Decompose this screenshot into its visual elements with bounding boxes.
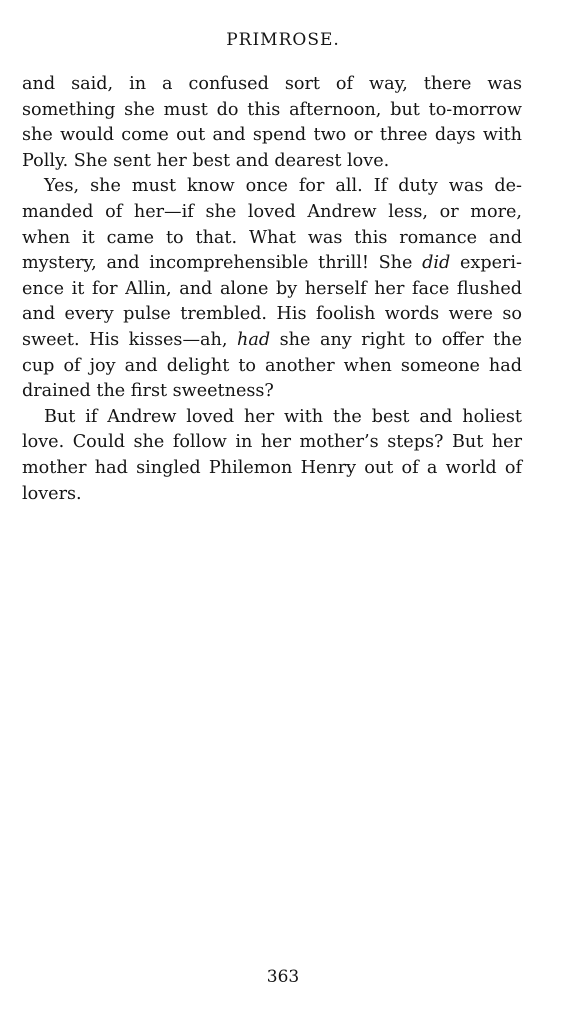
running-head: PRIMROSE. bbox=[226, 30, 340, 50]
paragraph-2-text-b: experi-ence it for Allin, and alone by herself her face flushed and every pulse trembled. His foolish words were so sweet. His kisses—ah, bbox=[22, 253, 522, 350]
emphasis-did: did bbox=[422, 253, 451, 274]
paragraph-1-text: and said, in a confused sort of way, there was something she must do this afternoon, but to-morrow she would come out and spend two or three days with Polly. She sent her best and dearest love. bbox=[22, 74, 522, 171]
body-text bbox=[22, 72, 522, 507]
paragraph-1 bbox=[22, 72, 522, 174]
paragraph-2-text-a: Yes, she must know once for all. If duty was de-manded of her—if she loved Andrew less, or more, when it came to that. What was this romance and mystery, and incomprehensible thrill! She bbox=[22, 176, 522, 274]
emphasis-had: had bbox=[237, 329, 271, 350]
paragraph-3 bbox=[22, 405, 522, 507]
page-number: 363 bbox=[266, 967, 300, 987]
paragraph-3-text: But if Andrew loved her with the best and holiest love. Could she follow in her mother’s steps? But her mother had singled Philemon Henry out of a world of lovers. bbox=[22, 406, 522, 504]
paragraph-2 bbox=[22, 174, 522, 404]
paragraph-2-text-c: she any right to offer the cup of joy and delight to another when someone had drained the first sweetness? bbox=[22, 329, 522, 402]
